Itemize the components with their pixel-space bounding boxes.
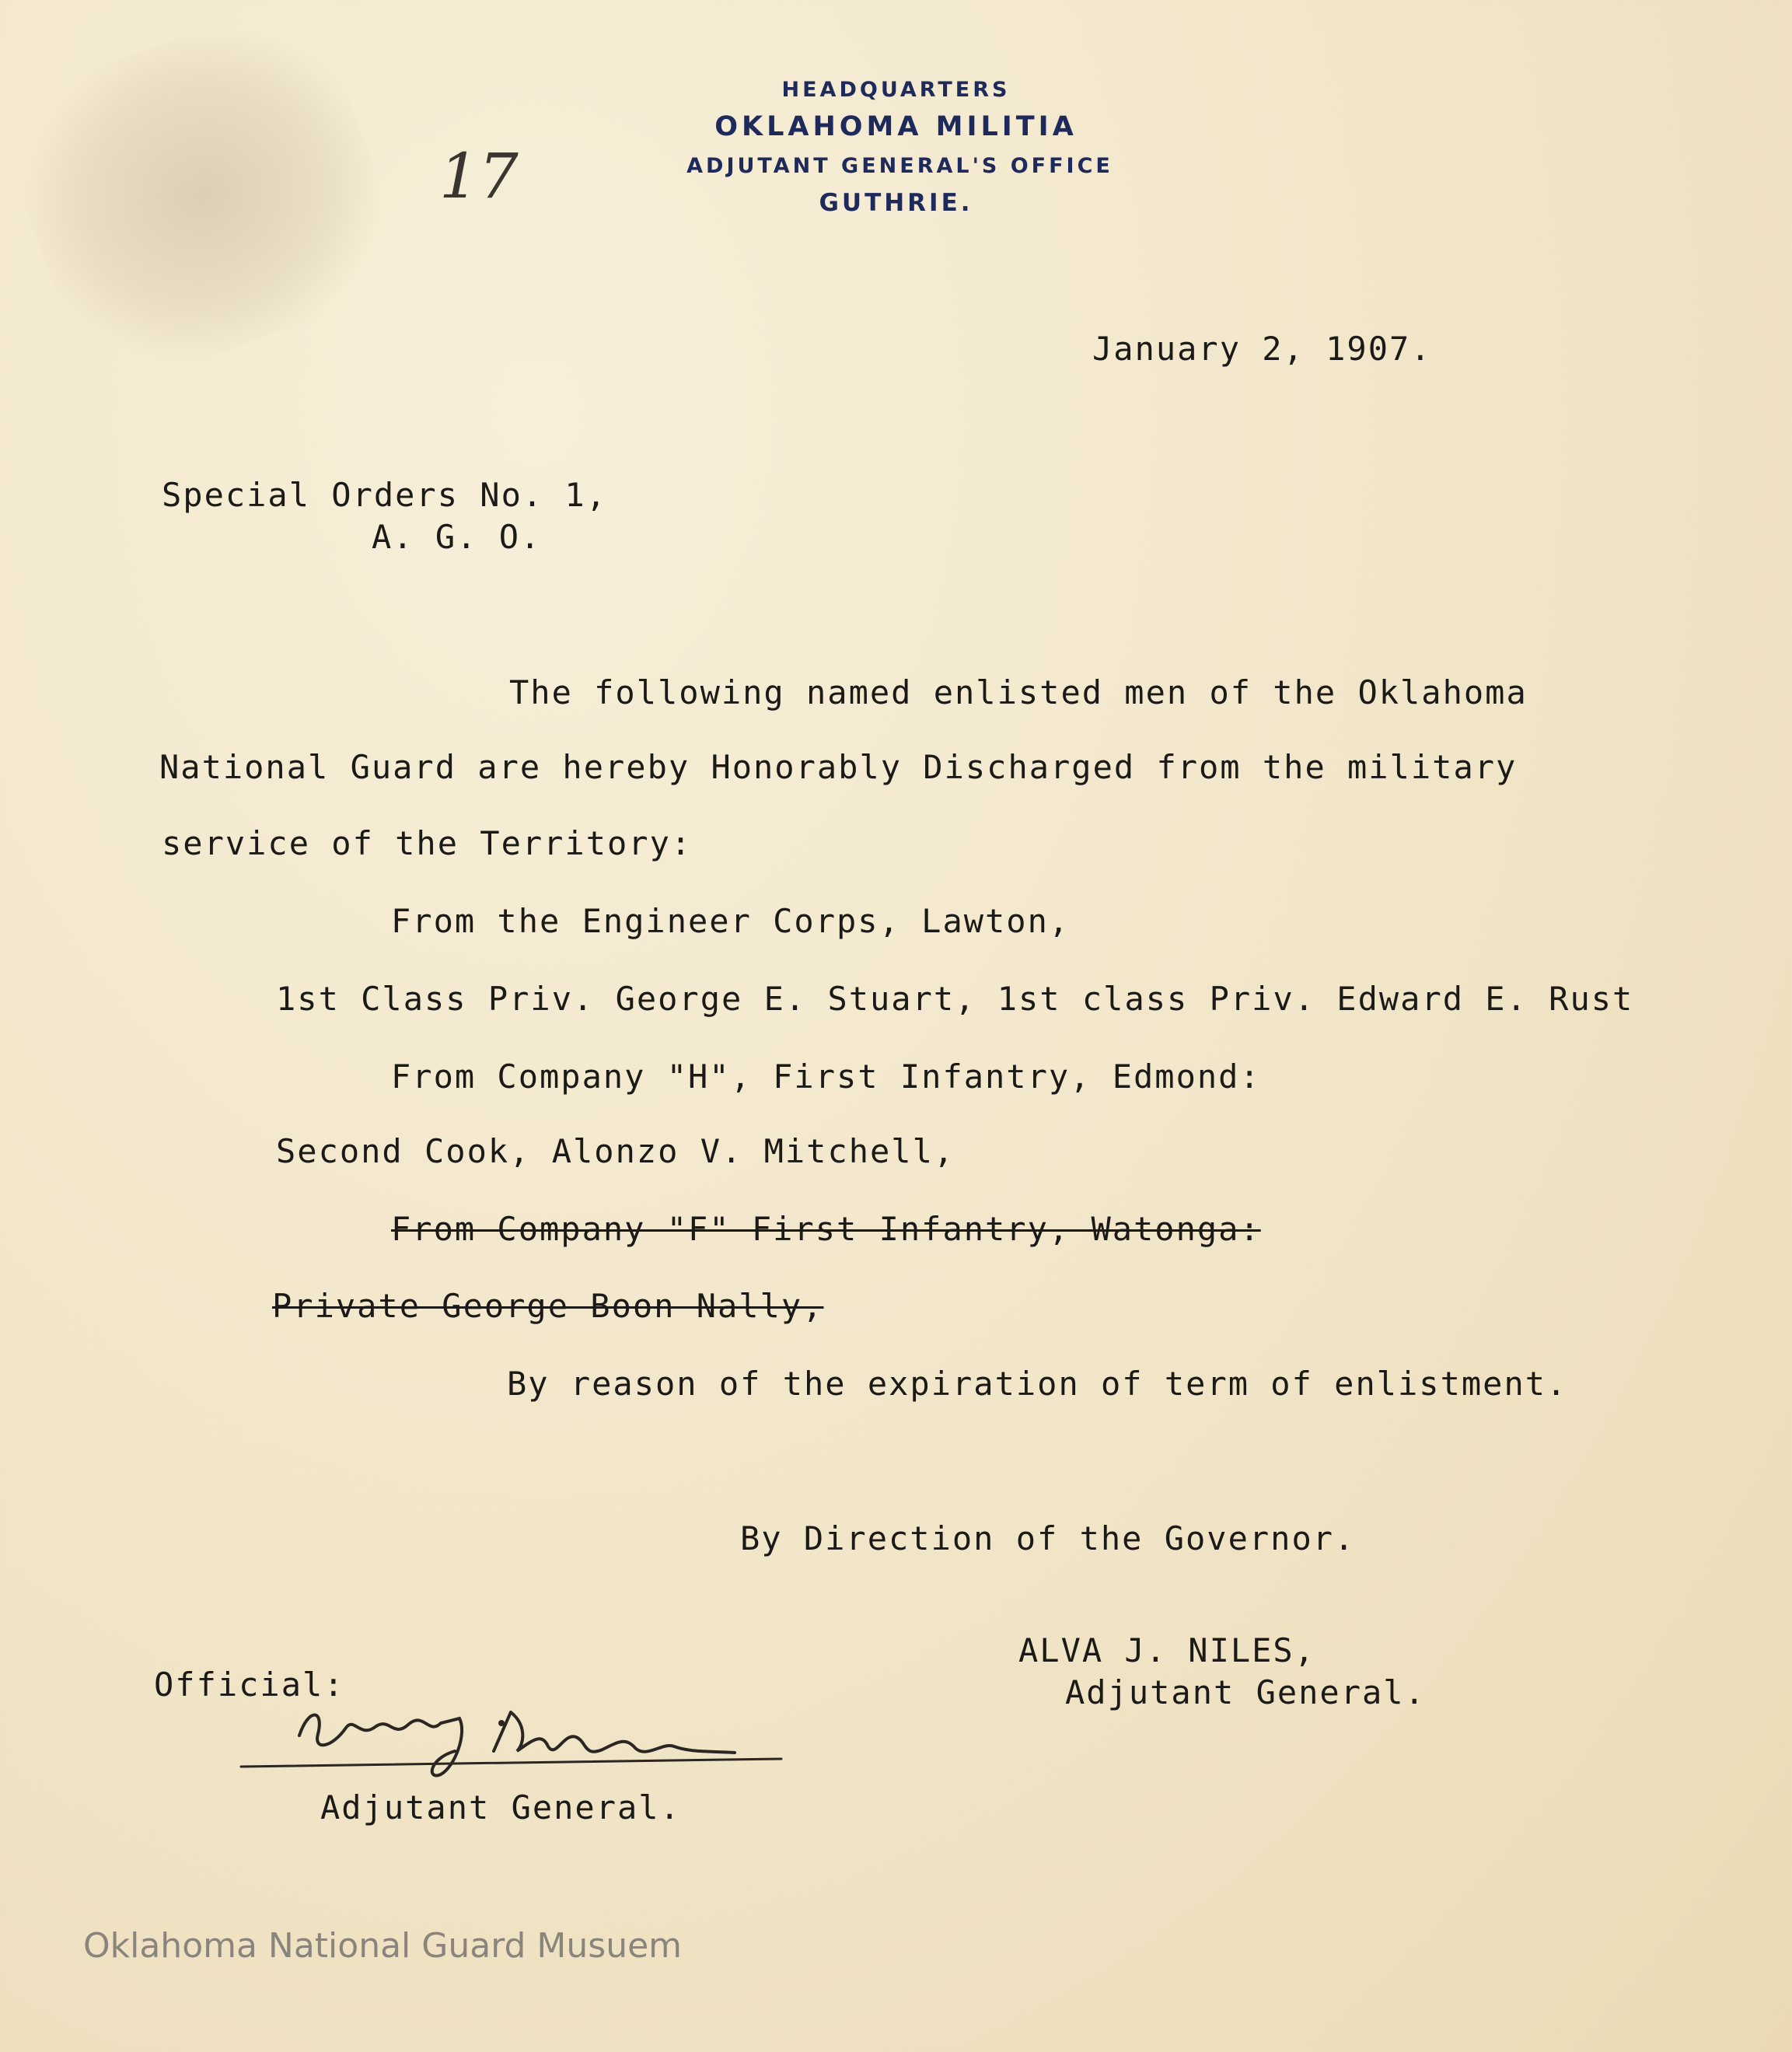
discharge-reason: By reason of the expiration of term of enlistment. [507, 1365, 1568, 1403]
special-orders-title: Special Orders No. 1, [162, 476, 608, 514]
official-label: Official: [154, 1666, 345, 1704]
document-date: January 2, 1907. [1092, 330, 1432, 368]
company-f-men-struck: Private George Boon Nally, [272, 1287, 824, 1325]
company-h-men: Second Cook, Alonzo V. Mitchell, [276, 1132, 955, 1170]
letterhead-adjutant-office: ADJUTANT GENERAL'S OFFICE [686, 154, 1113, 178]
official-title: Adjutant General. [320, 1788, 681, 1827]
letterhead-guthrie: GUTHRIE. [819, 189, 973, 217]
signatory-name: ALVA J. NILES, [1018, 1631, 1316, 1669]
letterhead-oklahoma-militia: OKLAHOMA MILITIA [714, 111, 1078, 142]
signatory-title: Adjutant General. [1065, 1673, 1426, 1711]
museum-watermark: Oklahoma National Guard Musuem [83, 1926, 683, 1966]
engineer-corps-men: 1st Class Priv. George E. Stuart, 1st class Priv. Edward E. Rust [276, 980, 1634, 1018]
body-line-3: service of the Territory: [162, 824, 693, 862]
letterhead-headquarters: HEADQUARTERS [781, 78, 1011, 102]
company-f-header-struck: From Company "F" First Infantry, Watonga: [391, 1210, 1261, 1248]
body-line-2: National Guard are hereby Honorably Discharged from the military [159, 748, 1518, 786]
body-line-1: The following named enlisted men of the Oklahoma [509, 673, 1528, 711]
office-abbreviation: A. G. O. [372, 518, 542, 556]
company-h-header: From Company "H", First Infantry, Edmond: [391, 1057, 1261, 1096]
handwritten-signature [237, 1687, 797, 1796]
engineer-corps-header: From the Engineer Corps, Lawton, [391, 902, 1071, 940]
handwritten-number: 17 [439, 140, 519, 212]
direction-of-governor: By Direction of the Governor. [740, 1519, 1356, 1557]
